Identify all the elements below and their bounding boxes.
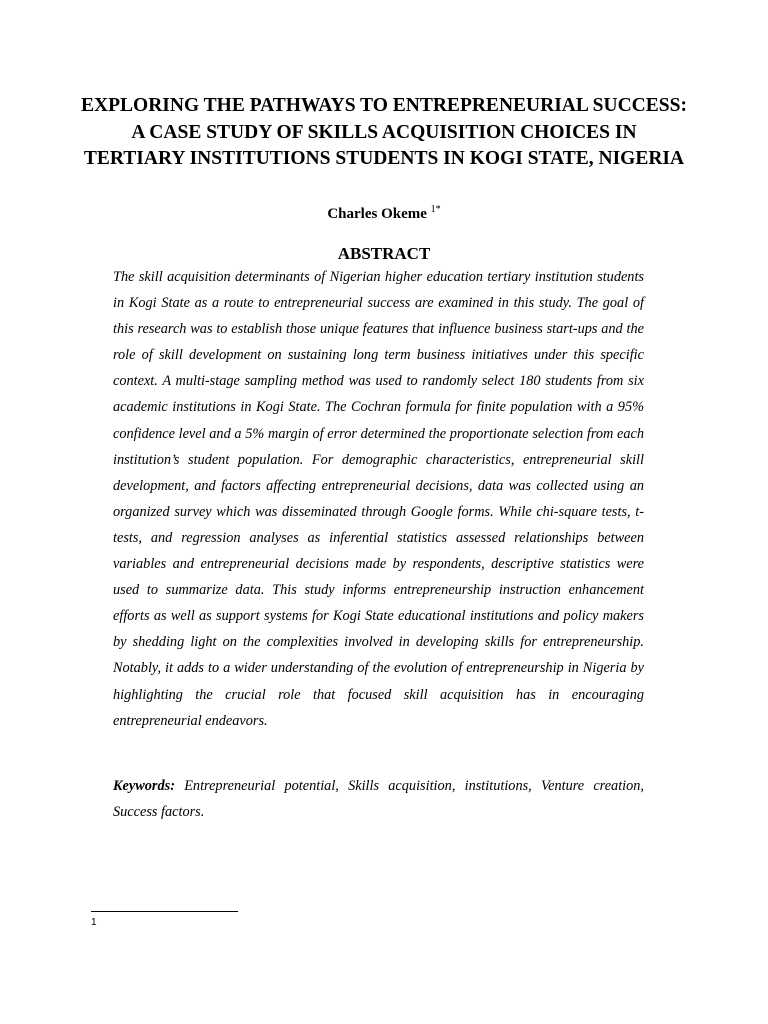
footnote-number: 1	[91, 917, 97, 928]
keywords-paragraph	[113, 773, 644, 825]
footnote-divider	[91, 911, 238, 912]
author-affiliation-mark: 1*	[430, 204, 441, 215]
abstract-text: The skill acquisition determinants of Nigerian higher education tertiary institution students in Kogi State as a route to entrepreneurial success are examined in this study. The goal of this research was to establish those unique features that influence business start-ups and the role of skill development on sustaining long term business initiatives under this specific context. A multi-stage sampling method was used to randomly select 180 students from six academic institutions in Kogi State. The Cochran formula for finite population with a 95% confidence level and a 5% margin of error determined the proportionate selection from each institution’s student population. For demographic characteristics, entrepreneurial skill development, and factors affecting entrepreneurial decisions, data was collected using an organized survey which was disseminated through Google forms. While chi-square tests, t-tests, and regression analyses as inferential statistics assessed relationships between variables and entrepreneurial decisions made by respondents, descriptive statistics were used to summarize data. This study informs entrepreneurship instruction enhancement efforts as well as support systems for Kogi State educational institutions and policy makers by shedding light on the complexities involved in developing skills for entrepreneurship. Notably, it adds to a wider understanding of the evolution of entrepreneurship in Nigeria by highlighting the crucial role that focused skill acquisition has in encouraging entrepreneurial endeavors.	[113, 269, 644, 729]
paper-title: EXPLORING THE PATHWAYS TO ENTREPRENEURIAL SUCCESS: A CASE STUDY OF SKILLS ACQUISITION CHOICES IN TERTIARY INSTITUTIONS STUDENTS IN KOGI STATE, NIGERIA	[81, 95, 687, 169]
author-line	[0, 204, 768, 224]
keywords-list: Entrepreneurial potential, Skills acquisition, institutions, Venture creation, Success factors.	[113, 778, 645, 821]
keywords-label: Keywords:	[113, 778, 175, 794]
author-name: Charles Okeme	[327, 206, 427, 222]
abstract-heading: ABSTRACT	[337, 244, 431, 263]
